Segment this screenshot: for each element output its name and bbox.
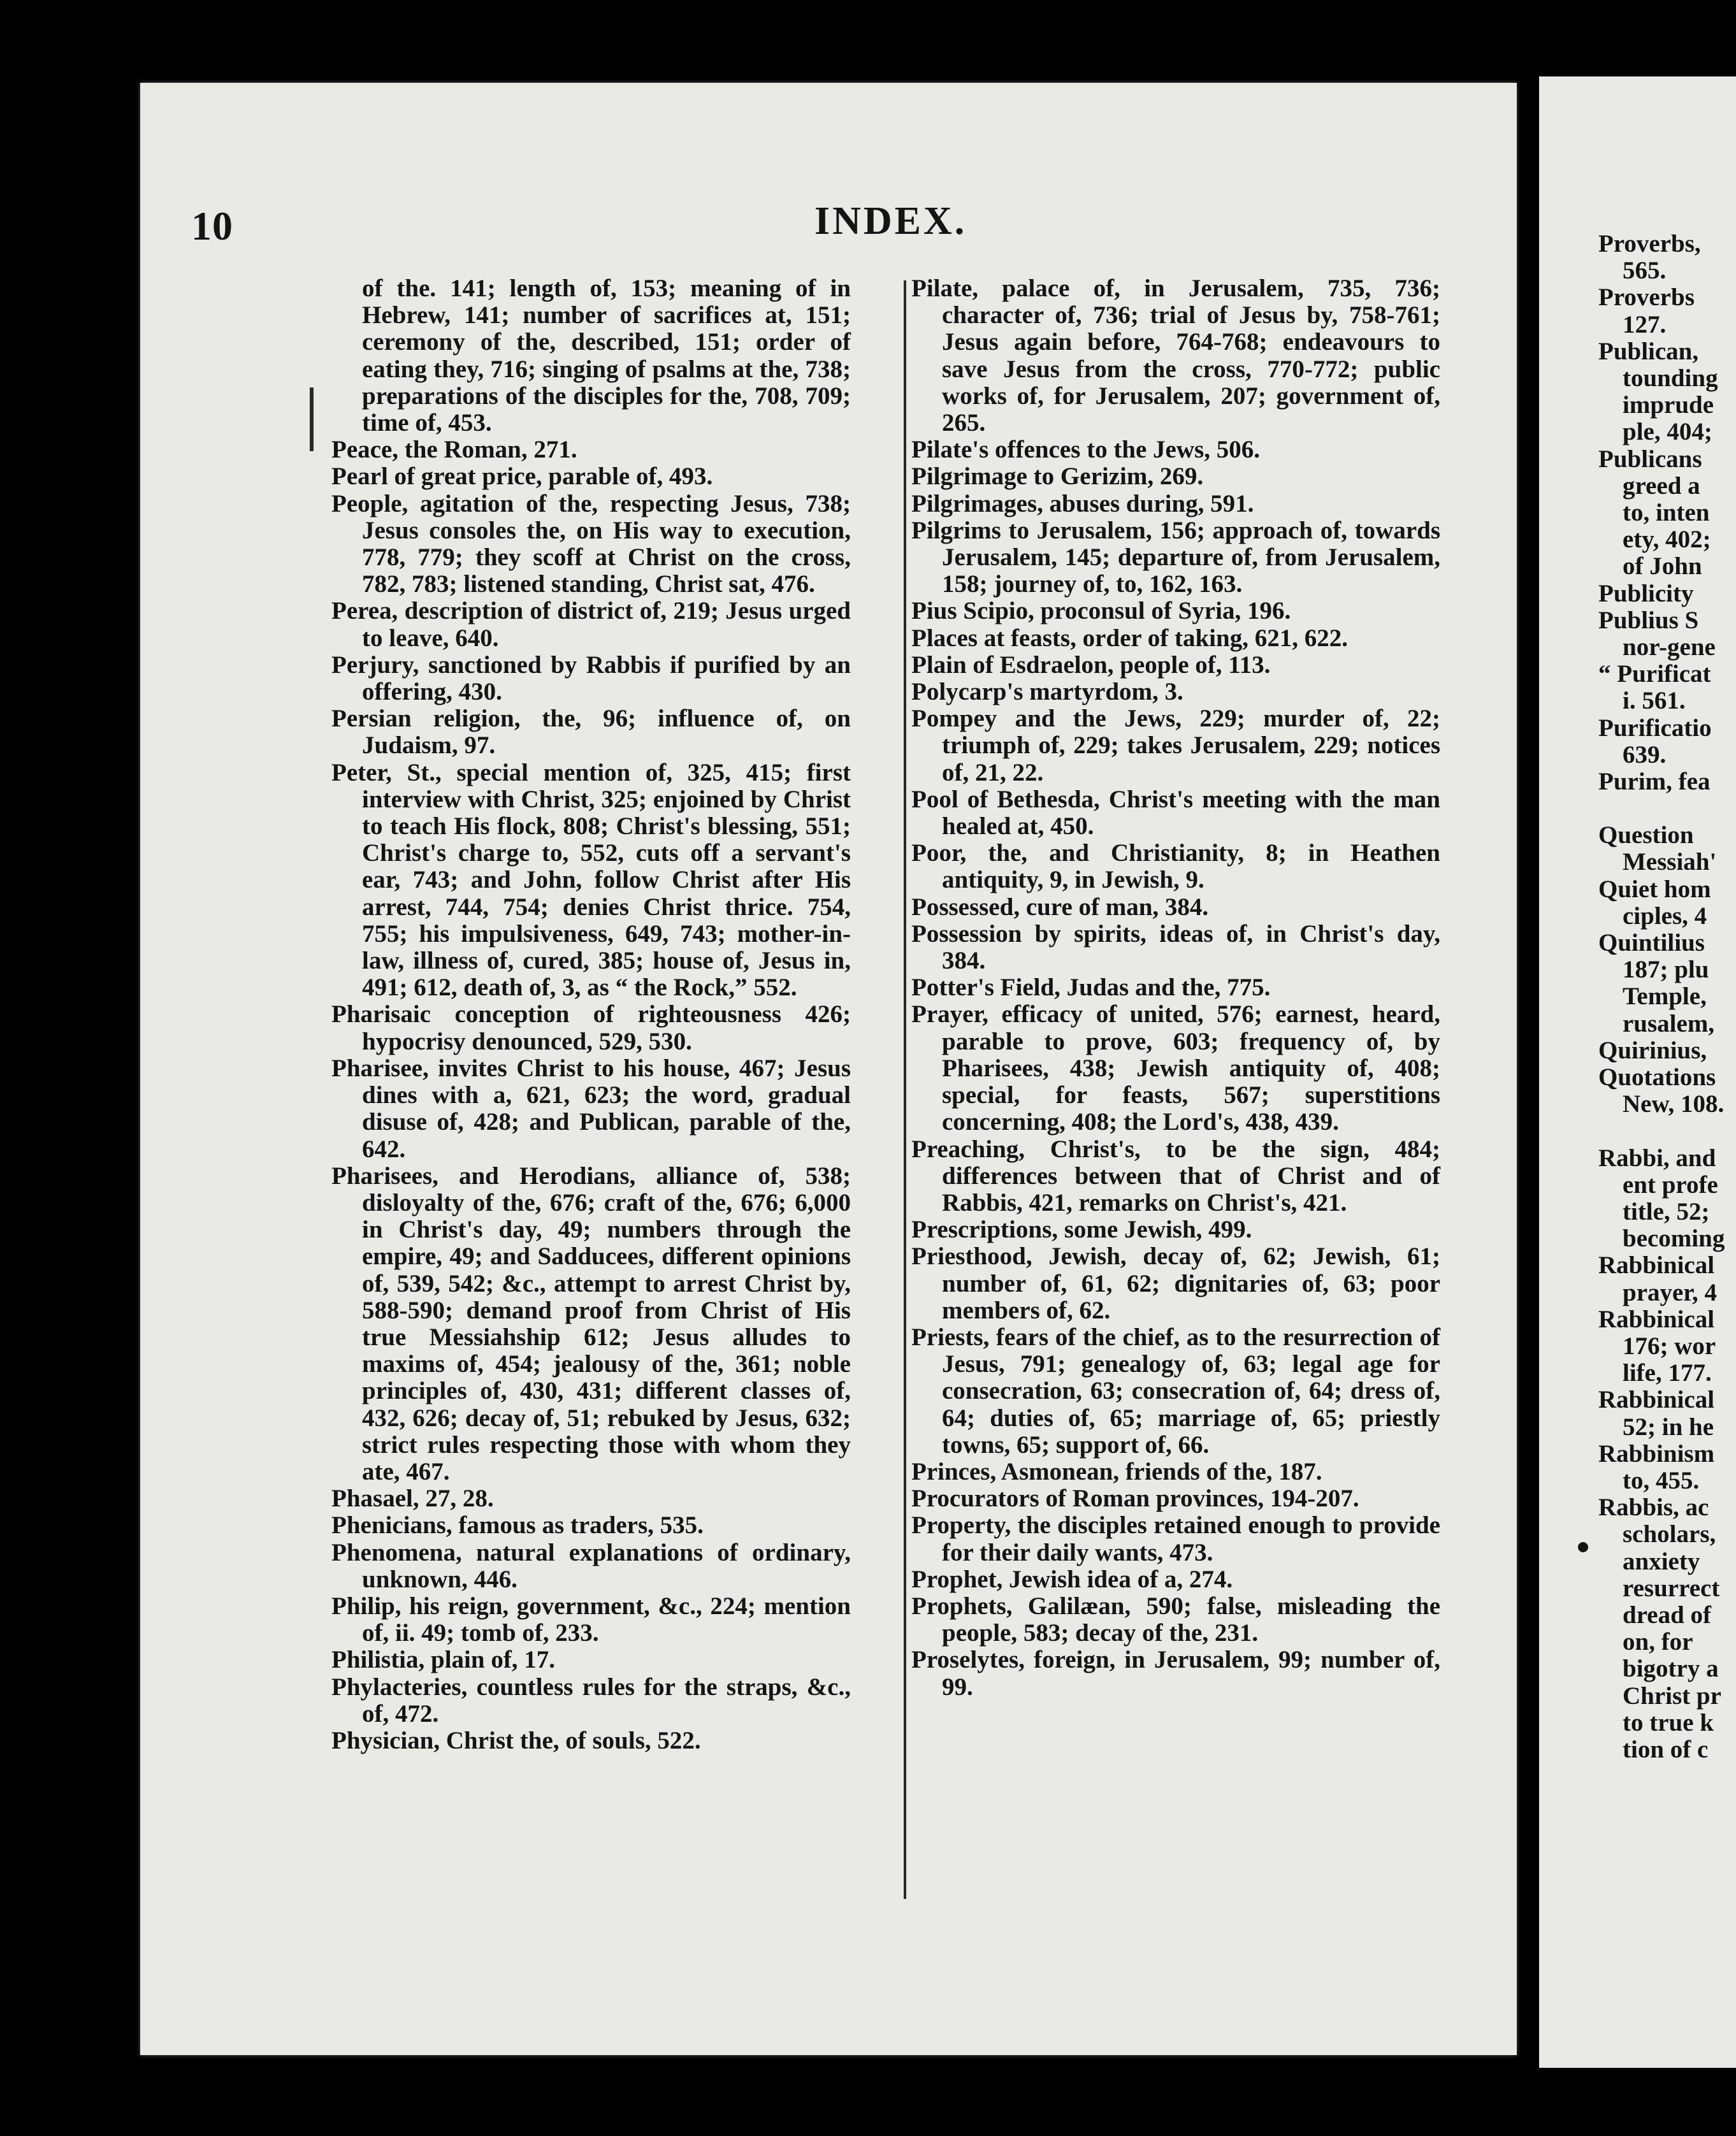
next-page-line: to, inten [1623,499,1710,527]
index-entry: Pilgrimages, abuses during, 591. [911,489,1254,517]
next-page-line: 176; wor [1623,1332,1716,1360]
index-entry: Prophet, Jewish idea of a, 274. [911,1565,1233,1593]
next-page-line: greed a [1623,472,1700,500]
index-entry: Possessed, cure of man, 384. [911,893,1209,921]
next-page-line: Temple, [1623,983,1707,1011]
next-page-line: 52; in he [1623,1413,1714,1441]
next-page-line: scholars, [1623,1520,1716,1548]
next-page-line: to true k [1623,1708,1714,1736]
index-entry: Pharisee, invites Christ to his house, 467; Jesus dines with a, 621, 623; the word, gradual disuse of, 428; and Publican, parable of the, 642. [331,1054,851,1163]
index-entry: Persian religion, the, 96; influence of, on Judaism, 97. [331,705,851,760]
next-page-line: Quotations [1598,1064,1716,1092]
index-entry: Polycarp's martyrdom, 3. [911,678,1183,706]
index-entry: Pius Scipio, proconsul of Syria, 196. [911,597,1291,625]
index-entry: Peter, St., special mention of, 325, 415; first interview with Christ, 325; enjoined by Christ to teach His flock, 808; Christ's blessing, 551; Christ's charge to, 552, cuts off a servant's ear, 743; and John, follow Christ after His arrest, 744, 754; denies Christ thrice. 754, 755; his impulsiveness, 649, 743; mother-in-law, illness of, cured, 385; house of, Jesus in, 491; 612, death of, 3, as “ the Rock,” 552. [331,758,851,1002]
index-entry: Pilgrimage to Gerizim, 269. [911,463,1204,491]
next-page-line: Purim, fea [1598,768,1711,796]
next-page-line: Quintilius [1598,929,1705,957]
next-page-line: Purificatio [1598,714,1712,742]
next-page-line: Quiet hom [1598,875,1711,903]
next-page-line: anxiety [1623,1547,1700,1575]
next-page-column [1598,231,1736,1763]
index-entry: Prophets, Galilæan, 590; false, misleading the people, 583; decay of the, 231. [911,1592,1440,1647]
next-page-line: Rabbinism [1598,1440,1715,1468]
next-page-line: Question [1598,821,1694,849]
index-entry: Phasael, 27, 28. [331,1485,494,1513]
index-entry: Plain of Esdraelon, people of, 113. [911,651,1271,679]
next-page-line: bigotry a [1623,1655,1719,1683]
next-page-line: tion of c [1623,1735,1709,1763]
next-page-line: Publius S [1598,606,1699,634]
next-page-line: ety, 402; [1623,526,1711,554]
index-entry: Pharisaic conception of righteousness 426; hypocrisy denounced, 529, 530. [331,1000,851,1055]
index-entry: Places at feasts, order of taking, 621, 622. [911,624,1348,652]
index-entry: Pilgrims to Jerusalem, 156; approach of, towards Jerusalem, 145; departure of, from Jerusalem, 158; journey of, to, 162, 163. [911,516,1440,598]
next-page-line: tounding [1623,364,1718,393]
index-entry: Preaching, Christ's, to be the sign, 484; differences between that of Christ and of Rabbis, 421, remarks on Christ's, 421. [911,1135,1440,1216]
next-page-line: nor-gene [1623,633,1716,661]
index-entry: Poor, the, and Christianity, 8; in Heathen antiquity, 9, in Jewish, 9. [911,839,1440,894]
next-page-line: ciples, 4 [1623,902,1707,930]
next-page-line: on, for [1623,1628,1693,1656]
index-column-right [911,275,1440,1701]
next-page-line: Rabbinical [1598,1386,1715,1414]
next-page-line: Rabbinical [1598,1305,1715,1333]
index-entry: Pilate, palace of, in Jerusalem, 735, 736; character of, 736; trial of Jesus by, 758-761; Jesus again before, 764-768; endeavours to save Jesus from the cross, 770-772; public works of, for Jerusalem, 207; government of, 265. [911,275,1440,437]
next-page-line: Publican, [1598,337,1699,365]
index-entry: Possession by spirits, ideas of, in Christ's day, 384. [911,920,1440,975]
index-entry: Prayer, efficacy of united, 576; earnest, heard, parable to prove, 603; frequency of, by Pharisees, 438; Jewish antiquity of, 408; special, for feasts, 567; superstitions concerning, 408; the Lord's, 438, 439. [911,1000,1440,1136]
index-entry: Princes, Asmonean, friends of the, 187. [911,1457,1322,1485]
next-page-line: New, 108. [1623,1090,1725,1118]
next-page-line: Rabbi, and [1598,1144,1716,1172]
index-entry: Pilate's offences to the Jews, 506. [911,436,1260,464]
index-entry: Perea, description of district of, 219; Jesus urged to leave, 640. [331,597,851,652]
next-page-line: Publicans [1598,445,1702,473]
index-entry: Priesthood, Jewish, decay of, 62; Jewish, 61; number of, 61, 62; dignitaries of, 63; poor members of, 62. [911,1243,1440,1324]
index-entry: of the. 141; length of, 153; meaning of in Hebrew, 141; number of sacrifices at, 151; ceremony of the, described, 151; order of eating they, 716; singing of psalms at the, 738; preparations of the disciples for the, 708, 709; time of, 453. [362,275,851,437]
index-entry: Prescriptions, some Jewish, 499. [911,1216,1252,1244]
index-entry: Pompey and the Jews, 229; murder of, 22; triumph of, 229; takes Jerusalem, 229; notices of, 21, 22. [911,705,1440,786]
next-page-line: “ Purificat [1598,660,1711,688]
next-page-line: ple, 404; [1623,418,1712,446]
index-entry: Priests, fears of the chief, as to the resurrection of Jesus, 791; genealogy of, 63; legal age for consecration, 63; consecration of, 64; dress of, 64; duties of, 65; marriage of, 65; priestly towns, 65; support of, 66. [911,1323,1440,1459]
next-page-line: dread of [1623,1601,1712,1629]
next-page-line: Rabbinical [1598,1252,1715,1280]
next-page-line: imprude [1623,391,1714,419]
index-entry: Pharisees, and Herodians, alliance of, 538; disloyalty of the, 676; craft of the, 676; 6,000 in Christ's day, 49; numbers through the empire, 49; and Sadducees, different opinions of, 539, 542; &c., attempt to arrest Christ by, 588-590; demand proof from Christ of His true Messiahship 612; Jesus alludes to maxims of, 454; jealousy of the, 361; noble principles of, 430, 431; different classes of, 432, 626; decay of, 51; rebuked by Jesus, 632; strict rules respecting those with whom they ate, 467. [331,1162,851,1485]
index-entry: Perjury, sanctioned by Rabbis if purified by an offering, 430. [331,651,851,706]
next-page-line: 565. [1623,257,1667,285]
index-entry: Pearl of great price, parable of, 493. [331,463,713,491]
next-page-line: i. 561. [1623,687,1686,715]
index-entry: Potter's Field, Judas and the, 775. [911,974,1271,1002]
index-entry: Phylacteries, countless rules for the straps, &c., of, 472. [331,1673,851,1728]
next-page-line: resurrect [1623,1574,1720,1602]
next-page-line: prayer, 4 [1623,1278,1718,1306]
next-page-line: Quirinius, [1598,1036,1707,1064]
index-entry: Proselytes, foreign, in Jerusalem, 99; number of, 99. [911,1646,1440,1701]
index-entry: Physician, Christ the, of souls, 522. [331,1726,701,1754]
next-page-line: 187; plu [1623,956,1709,984]
index-column-left [331,275,851,1754]
next-page-line: to, 455. [1623,1466,1700,1494]
index-entry: People, agitation of the, respecting Jesus, 738; Jesus consoles the, on His way to execution, 778, 779; they scoff at Christ on the cross, 782, 783; listened standing, Christ sat, 476. [331,489,851,598]
next-page-line: of John [1623,552,1702,581]
margin-mark [310,387,314,451]
next-page-line: Rabbis, ac [1598,1494,1709,1522]
next-page-line: rusalem, [1623,1009,1715,1037]
next-page-line: Messiah' [1623,848,1717,876]
next-page-line: 127. [1623,310,1667,338]
page-number: 10 [191,203,233,249]
index-entry: Pool of Bethesda, Christ's meeting with the man healed at, 450. [911,785,1440,841]
index-entry: Phenomena, natural explanations of ordinary, unknown, 446. [331,1538,851,1593]
next-page-line: title, 52; [1623,1197,1710,1225]
index-entry: Peace, the Roman, 271. [331,436,577,464]
next-page-line: Proverbs [1598,284,1695,312]
index-entry: Philistia, plain of, 17. [331,1646,556,1674]
next-page-line: Proverbs, [1598,231,1701,257]
next-page-line: becoming [1623,1225,1725,1253]
bullet-mark [1578,1542,1588,1552]
index-entry: Property, the disciples retained enough to provide for their daily wants, 473. [911,1512,1440,1566]
index-entry: Phenicians, famous as traders, 535. [331,1512,704,1540]
next-page-line: Publicity [1598,579,1694,607]
next-page-line: 639. [1623,740,1667,769]
column-rule [904,280,906,1899]
next-page-line: life, 177. [1623,1359,1712,1387]
running-head: INDEX. [814,199,967,243]
next-page-line: ent profe [1623,1171,1718,1199]
index-entry: Philip, his reign, government, &c., 224; mention of, ii. 49; tomb of, 233. [331,1592,851,1647]
index-entry: Procurators of Roman provinces, 194-207. [911,1485,1359,1513]
next-page-line: Christ pr [1623,1682,1721,1710]
